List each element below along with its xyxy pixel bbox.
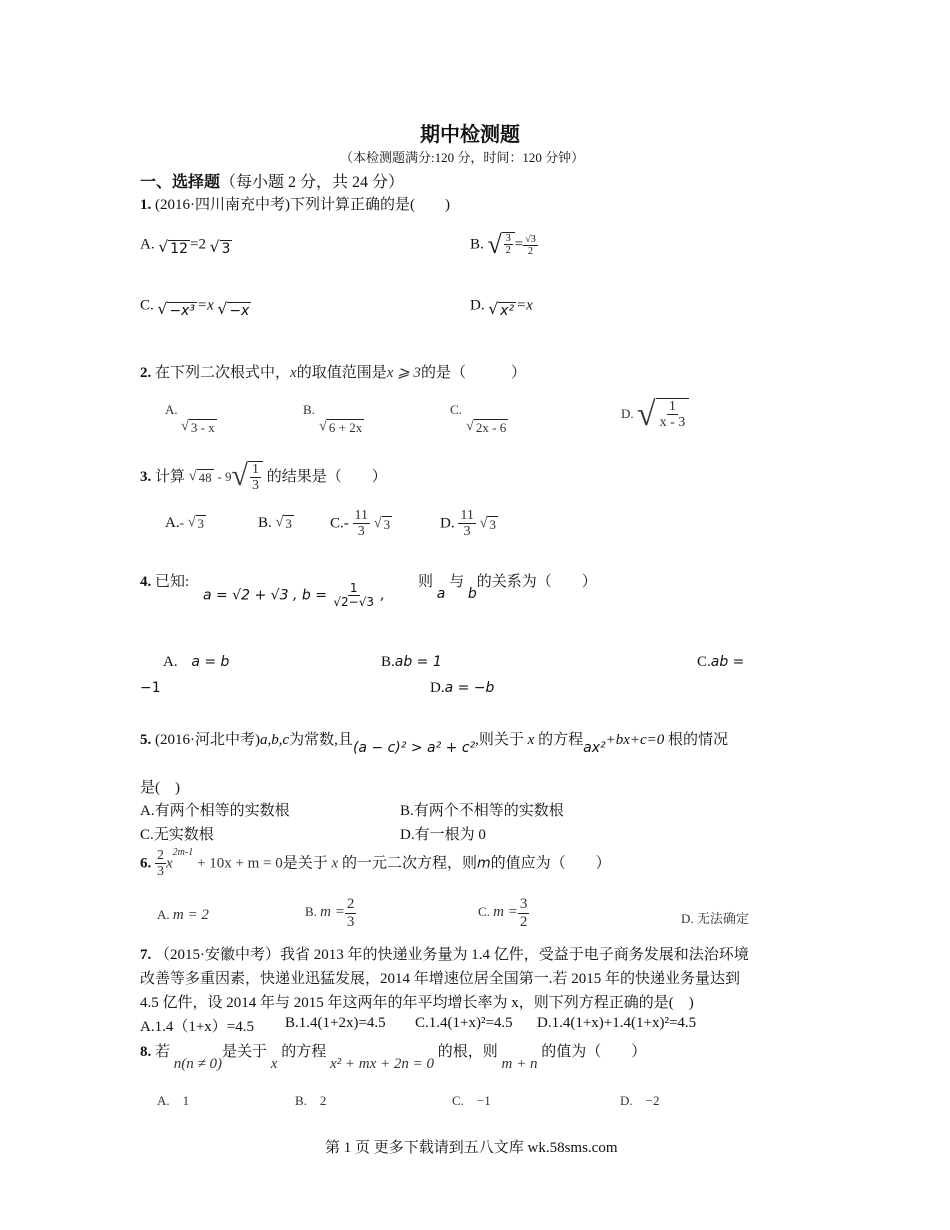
coefficient: - 9 bbox=[217, 468, 232, 484]
option-label: A. bbox=[157, 907, 170, 922]
question-text: 的方程 bbox=[538, 732, 584, 748]
option-expr: m = bbox=[493, 903, 518, 920]
q6-option-c bbox=[478, 896, 529, 930]
radicand: 3 bbox=[221, 241, 231, 257]
numerator: 11 bbox=[460, 508, 474, 523]
question-text: ,则关于 bbox=[475, 732, 524, 748]
sqrt-expr: √ 12 bbox=[158, 238, 188, 257]
option-label: A. bbox=[165, 402, 178, 417]
q5-option-c: C.无实数根 bbox=[140, 827, 214, 843]
sqrt-expr: √ 2x - 6 bbox=[466, 417, 507, 435]
question-number: 8. bbox=[140, 1044, 152, 1060]
sqrt-expr: √ −x³ bbox=[157, 300, 195, 319]
question-number: 2. bbox=[140, 365, 152, 381]
q7-option-b: B.1.4(1+2x)=4.5 bbox=[285, 1015, 386, 1031]
numerator: 11 bbox=[354, 508, 368, 523]
question-text: （2015·安徽中考）我省 2013 年的快递业务量为 1.4 亿件，受益于电子商务发展和法治环境 bbox=[155, 947, 749, 963]
radicand: 6 + 2x bbox=[328, 419, 363, 435]
comma: , bbox=[380, 587, 385, 604]
variable-b: b bbox=[467, 586, 477, 602]
radicand: 2x - 6 bbox=[475, 419, 507, 435]
denominator: √2−√3 bbox=[333, 595, 374, 610]
expr-a: a = √2 + √3 bbox=[203, 587, 289, 604]
q4-option-c-continued: −1 bbox=[140, 680, 161, 696]
option-label: A. bbox=[140, 236, 155, 253]
option-label: C. bbox=[140, 297, 154, 314]
question-6 bbox=[140, 848, 611, 880]
numerator: 2 bbox=[157, 848, 164, 863]
question-text: 的结果是（ ） bbox=[266, 468, 387, 485]
q1-option-a bbox=[140, 232, 232, 258]
question-7-line2: 改善等多重因素，快递业迅猛发展，2014 年增速位居全国第一.若 2015 年的快递业务量达到 bbox=[140, 971, 741, 987]
option-label: B. bbox=[381, 654, 395, 670]
variable: x bbox=[166, 855, 173, 872]
section-heading bbox=[140, 169, 404, 192]
variable: x bbox=[290, 365, 297, 381]
equals: = bbox=[514, 236, 524, 253]
sqrt-expr: √ 6 + 2x bbox=[319, 417, 363, 435]
question-5-line2: 是( ) bbox=[140, 780, 180, 796]
variables: a,b,c bbox=[260, 732, 290, 748]
sqrt-expr: √ 3 bbox=[373, 514, 391, 532]
variable: x bbox=[270, 1056, 278, 1072]
sqrt-expr: √ 3 - x bbox=[181, 417, 215, 435]
denominator: 2 bbox=[528, 245, 534, 257]
q2-option-c bbox=[450, 402, 508, 435]
numerator: √3 bbox=[525, 233, 536, 245]
sign: - bbox=[179, 515, 184, 530]
radicand: −x bbox=[229, 303, 250, 319]
option-expr: ab = 1 bbox=[394, 654, 442, 670]
sqrt-expr: √ $\frac{3}{2}$ bbox=[488, 232, 515, 258]
denominator: 3 bbox=[357, 524, 365, 540]
option-label: C. bbox=[330, 515, 344, 532]
question-text: 的取值范围是 bbox=[296, 365, 387, 381]
question-number: 3. bbox=[140, 468, 152, 485]
variable: x bbox=[331, 855, 339, 872]
question-text: 的值应为（ ） bbox=[490, 855, 611, 872]
radicand: 3 bbox=[285, 516, 292, 532]
numerator: 3 bbox=[519, 896, 528, 912]
question-text: 的方程 bbox=[281, 1044, 327, 1060]
page-footer: 第 1 页 更多下载请到五八文库 wk.58sms.com bbox=[325, 1140, 618, 1156]
question-text: 的值为（ ） bbox=[541, 1044, 647, 1060]
question-number: 6. bbox=[140, 855, 152, 872]
q8-option-c: C. −1 bbox=[452, 1093, 491, 1108]
option-expr: ab = bbox=[710, 654, 745, 670]
q4-expression bbox=[203, 582, 385, 609]
q6-option-d: D. 无法确定 bbox=[681, 911, 749, 926]
question-number: 1. bbox=[140, 197, 152, 213]
denominator: 2 bbox=[505, 245, 511, 256]
option-label: A. bbox=[163, 654, 178, 670]
q5-option-a: A.有两个相等的实数根 bbox=[140, 803, 290, 819]
q2-option-b bbox=[303, 402, 364, 435]
option-label: D. bbox=[621, 405, 634, 421]
option-label: D. bbox=[470, 297, 485, 314]
question-3 bbox=[140, 461, 387, 494]
question-text: 的关系为（ ） bbox=[476, 574, 597, 590]
denominator: 3 bbox=[251, 478, 259, 494]
condition: n(n ≠ 0) bbox=[173, 1056, 222, 1072]
option-expr: m = bbox=[320, 903, 345, 920]
radicand: −x³ bbox=[169, 303, 195, 319]
q3-option-a bbox=[165, 515, 206, 532]
variable-m: m bbox=[476, 855, 491, 872]
q2-option-a bbox=[165, 402, 217, 435]
q8-option-a: A. 1 bbox=[157, 1093, 190, 1108]
question-text: 已知: bbox=[155, 574, 190, 590]
variable: x bbox=[527, 732, 535, 748]
exponent: 2m-1 bbox=[172, 847, 194, 859]
q4-option-d bbox=[430, 680, 494, 697]
radicand: x² bbox=[500, 303, 515, 319]
sqrt-expr: √ 3 bbox=[187, 514, 205, 532]
question-text: 的是（ ） bbox=[420, 365, 526, 381]
radicand: 3 - x bbox=[190, 419, 215, 435]
question-2 bbox=[140, 361, 526, 382]
question-number: 4. bbox=[140, 574, 152, 590]
option-expr: m = 2 bbox=[172, 907, 209, 923]
q8-option-b: B. 2 bbox=[295, 1093, 327, 1108]
q4-option-a bbox=[163, 654, 229, 671]
q1-option-c bbox=[140, 292, 251, 320]
equals: =2 bbox=[189, 236, 206, 253]
sqrt-expr: √ $\frac{1}{3}$ bbox=[231, 461, 262, 494]
radicand: 3 bbox=[489, 516, 496, 532]
q1-option-b bbox=[470, 232, 538, 258]
equals: =x bbox=[196, 297, 214, 314]
numerator: 1 bbox=[251, 462, 259, 477]
condition: x ⩾ 3 bbox=[386, 365, 421, 381]
q2-option-d bbox=[621, 398, 689, 432]
q1-option-d bbox=[470, 292, 533, 320]
page-title: 期中检测题 bbox=[420, 124, 520, 146]
question-7 bbox=[140, 943, 749, 964]
sqrt-expr: √ 3 bbox=[479, 514, 496, 532]
numerator: 1 bbox=[349, 581, 358, 595]
section-note: （每小题 2 分，共 24 分） bbox=[220, 174, 405, 191]
question-text: 为常数,且 bbox=[289, 732, 353, 748]
question-8 bbox=[140, 1040, 647, 1072]
question-text: 计算 bbox=[155, 468, 186, 485]
q4-relation-text bbox=[418, 570, 597, 602]
equation-rest: + 10x + m = 0 bbox=[196, 855, 283, 872]
question-text: 的一元二次方程，则 bbox=[341, 855, 477, 872]
equals: =x bbox=[516, 297, 533, 314]
q6-option-b bbox=[305, 896, 356, 930]
radicand: 3 bbox=[197, 516, 205, 532]
question-text: 在下列二次根式中， bbox=[155, 365, 291, 381]
sqrt-expr: √ 48 bbox=[188, 468, 212, 486]
expr-b: , b = bbox=[292, 587, 327, 604]
q5-option-b: B.有两个不相等的实数根 bbox=[400, 803, 564, 819]
option-expr: a = b bbox=[191, 654, 230, 670]
numerator: 1 bbox=[668, 399, 676, 414]
question-text: 的根，则 bbox=[437, 1044, 498, 1060]
option-expr: a = −b bbox=[444, 680, 495, 696]
radicand: 3 bbox=[383, 516, 391, 532]
option-label: D. bbox=[440, 515, 455, 532]
q3-option-d bbox=[440, 508, 498, 540]
q3-option-c bbox=[330, 508, 392, 540]
equation-part: ax² bbox=[583, 740, 606, 756]
option-label: C. bbox=[478, 903, 490, 919]
expression: m + n bbox=[501, 1056, 538, 1072]
q8-option-d: D. −2 bbox=[620, 1093, 660, 1108]
section-title: 一、选择题 bbox=[140, 174, 221, 191]
q4-option-b bbox=[381, 654, 442, 671]
question-7-line3: 4.5 亿件，设 2014 年与 2015 年这两年的年平均增长率为 x，则下列方程正确的是( ) bbox=[140, 995, 694, 1011]
question-number: 7. bbox=[140, 947, 152, 963]
question-text: 则 bbox=[418, 574, 434, 590]
question-text: 与 bbox=[449, 574, 465, 590]
q7-option-d: D.1.4(1+x)+1.4(1+x)²=4.5 bbox=[537, 1015, 697, 1031]
denominator: x - 3 bbox=[659, 415, 686, 431]
denominator: 3 bbox=[463, 524, 471, 540]
q4-option-c bbox=[697, 654, 744, 671]
q7-option-c: C.1.4(1+x)²=4.5 bbox=[415, 1015, 513, 1031]
sqrt-expr: √ 3 bbox=[275, 514, 292, 532]
radicand: 48 bbox=[198, 470, 212, 486]
inequality: (a − c)² > a² + c² bbox=[352, 740, 476, 756]
question-4 bbox=[140, 570, 189, 591]
question-5 bbox=[140, 728, 729, 756]
page-subtitle: （本检测题满分:120 分，时间：120 分钟） bbox=[340, 150, 585, 165]
sqrt-expr: √ x² bbox=[488, 300, 515, 319]
question-text: 是关于 bbox=[282, 855, 328, 872]
q5-option-d: D.有一根为 0 bbox=[400, 827, 486, 843]
numerator: 2 bbox=[346, 896, 355, 912]
question-text: 是关于 bbox=[222, 1044, 268, 1060]
sqrt-expr: √ 3 bbox=[209, 238, 231, 257]
q7-option-a: A.1.4（1+x）=4.5 bbox=[140, 1019, 255, 1035]
option-label: B. bbox=[470, 236, 484, 253]
question-text: 根的情况 bbox=[668, 732, 729, 748]
option-label: B. bbox=[258, 515, 272, 531]
equation-part: +bx+c=0 bbox=[605, 732, 665, 748]
option-label: C. bbox=[697, 654, 711, 670]
variable-a: a bbox=[436, 586, 446, 602]
denominator: 3 bbox=[157, 864, 164, 880]
sqrt-expr: √ −x bbox=[217, 300, 250, 319]
sign: - bbox=[343, 515, 349, 532]
option-label: B. bbox=[305, 903, 317, 919]
q3-option-b bbox=[258, 515, 294, 532]
equation: x² + mx + 2n = 0 bbox=[329, 1056, 434, 1072]
option-label: A. bbox=[165, 515, 180, 531]
radicand: 12 bbox=[170, 241, 188, 257]
question-source: (2016·河北中考) bbox=[155, 732, 260, 748]
option-label: D. bbox=[430, 680, 445, 696]
denominator: 3 bbox=[346, 913, 355, 930]
question-text: (2016·四川南充中考)下列计算正确的是( ) bbox=[155, 197, 450, 213]
question-1 bbox=[140, 193, 450, 214]
q6-option-a bbox=[157, 907, 209, 924]
sqrt-expr: √ $\frac{1}{x - 3}$ bbox=[637, 398, 689, 432]
option-label: C. bbox=[450, 402, 462, 417]
question-text: 若 bbox=[155, 1044, 171, 1060]
option-label: B. bbox=[303, 402, 315, 417]
denominator: 2 bbox=[519, 913, 528, 930]
question-number: 5. bbox=[140, 732, 152, 748]
numerator: 3 bbox=[505, 233, 511, 244]
